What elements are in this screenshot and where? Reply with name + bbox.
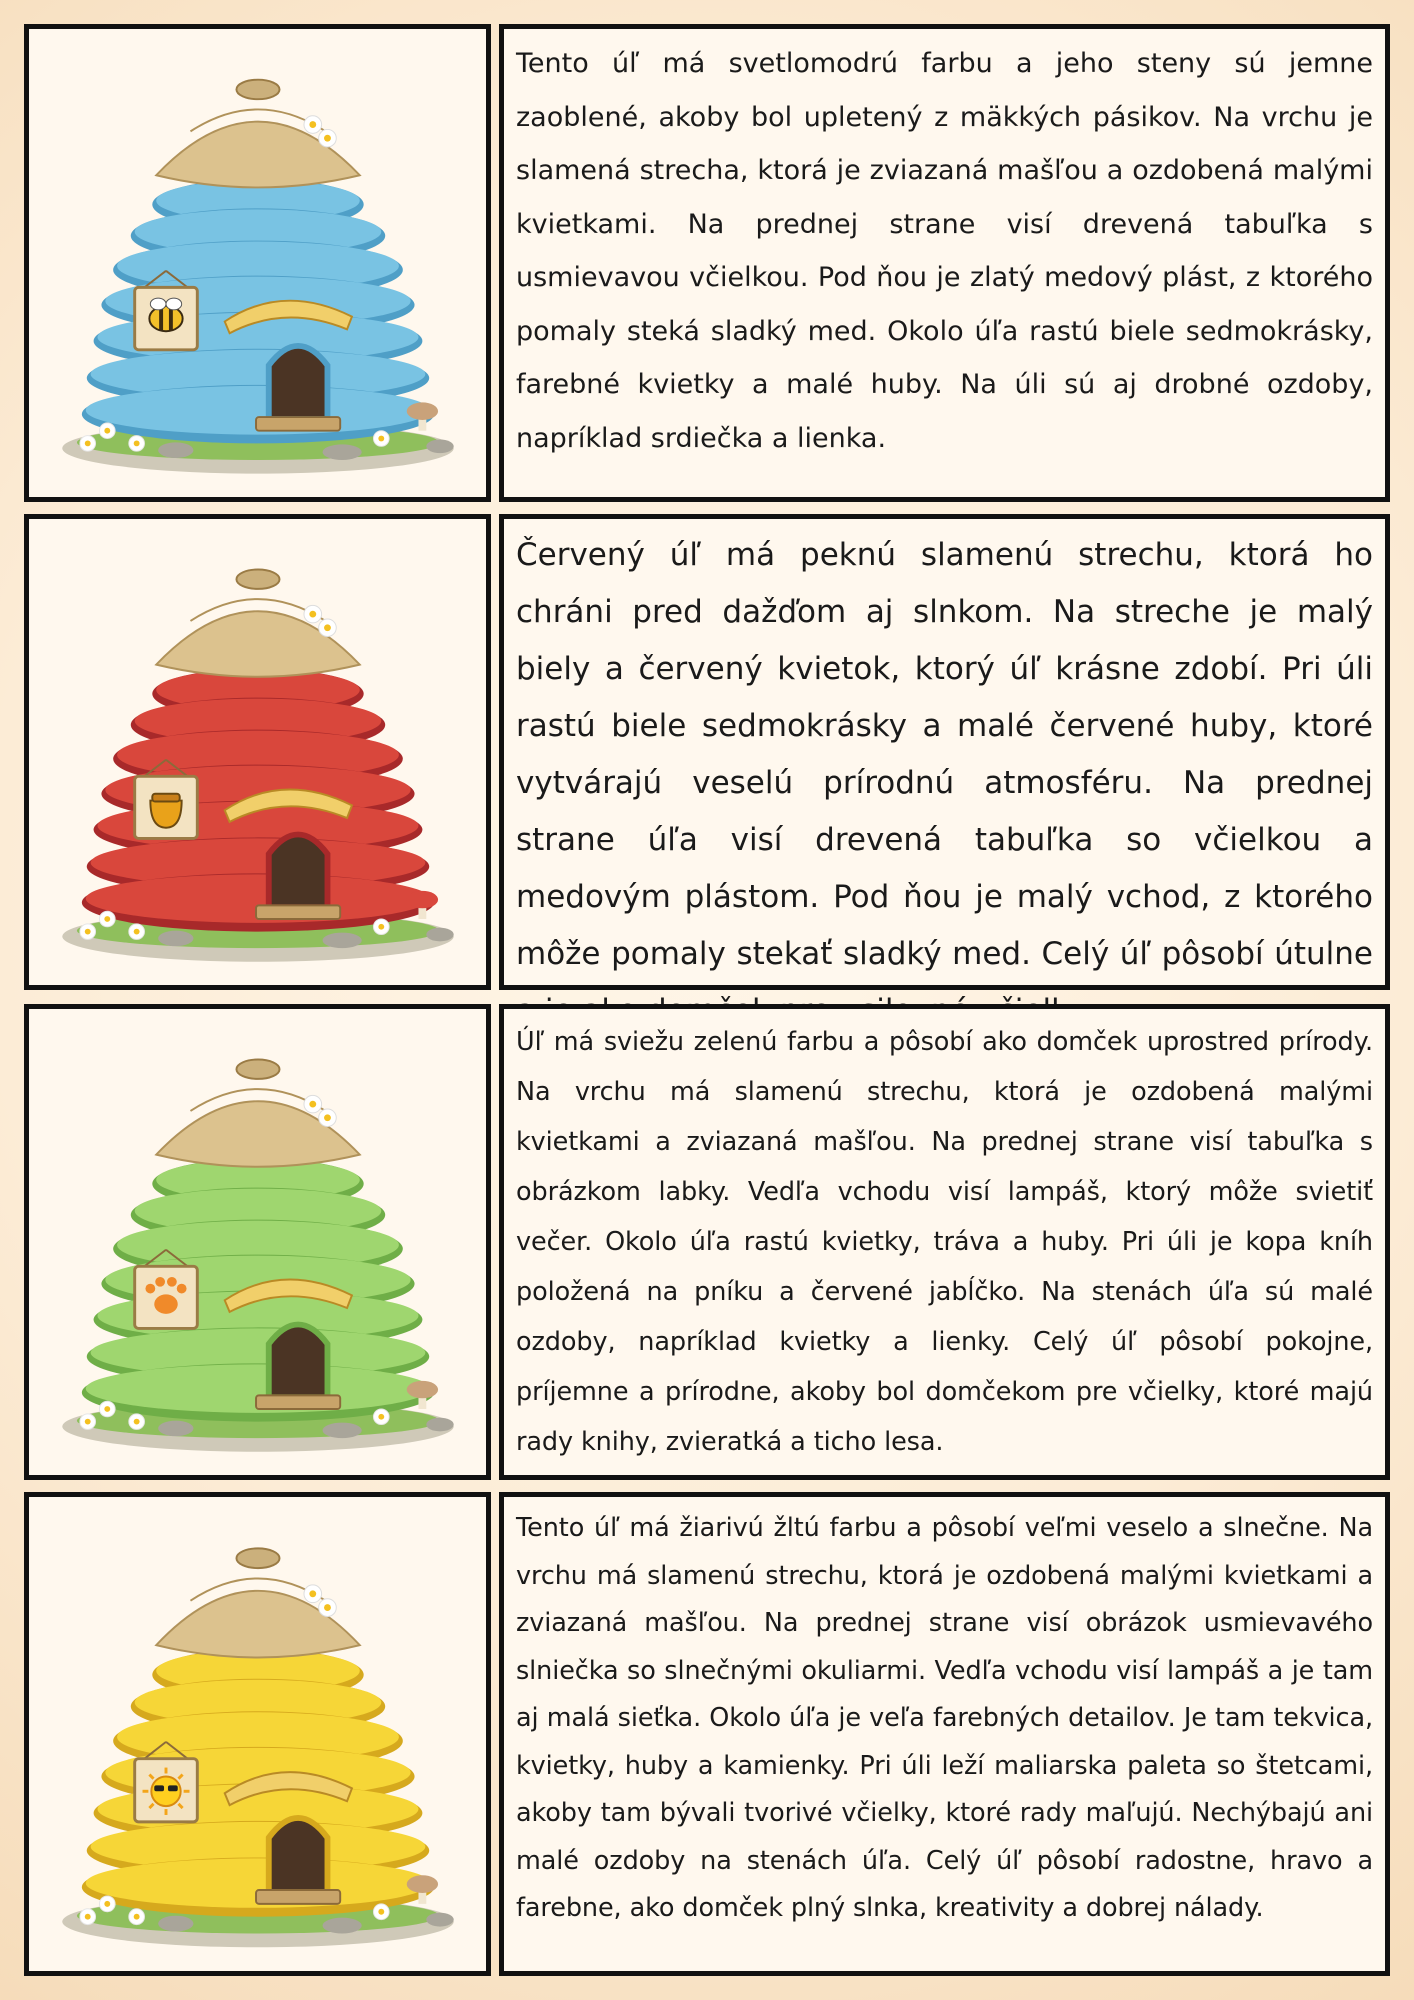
hive-description: Červený úľ má peknú slamenú strechu, ktorá ho chráni pred dažďom aj slnkom. Na streche je malý biely a červený kvietok, ktorý úľ krásne zdobí. Pri úli rastú biele sedmokrásky a malé červené huby, ktoré vytvárajú veselú prírodnú atmosféru. Na prednej strane úľa visí drevená tabuľka so včielkou a medovým plástom. Pod ňou je malý vchod, z ktorého môže pomaly stekať sladký med. Celý úľ pôsobí útulne (516, 537, 1373, 972)
beehive-illustration (29, 1497, 486, 1971)
hive-card-red (24, 514, 1390, 990)
hive-description: Úľ má sviežu zelenú farbu a pôsobí ako domček uprostred prírody. Na vrchu má slamenú strechu, ktorá je ozdobená malými kvietkami a zviazaná mašľou. Na prednej strane visí tabuľka s obrázkom labky. Vedľa vchodu visí lampáš, ktorý môže svietiť večer. Okolo úľa rastú kvietky, tráva a huby. Pri úli je kopa kníh položená na pníku a červené jabĺčko. Na stenách úľa sú malé ozdoby, napríklad kvietky a lienky. Celý úľ pôsobí pokojne, príjemne a prírodne, akoby bol domčekom pre včielky, ktoré majú rady knihy, zvieratká a ticho lesa. (516, 1027, 1373, 1457)
hive-card-green (24, 1004, 1390, 1480)
hive-image-yellow (24, 1492, 491, 1976)
hive-image-red (24, 514, 491, 990)
beehive-illustration (29, 1009, 486, 1475)
hive-image-blue (24, 24, 491, 502)
description-box (499, 1492, 1390, 1976)
hive-card-yellow (24, 1492, 1390, 1976)
hive-description: Tento úľ má svetlomodrú farbu a jeho steny sú jemne zaoblené, akoby bol upletený z mäkkých pásikov. Na vrchu je slamená strecha, ktorá je zviazaná mašľou a ozdobená malými kvietkami. Na prednej strane visí drevená tabuľka s usmievavou včielkou. Pod ňou je zlatý medový plást, z ktorého pomaly steká sladký med. Okolo úľa rastú biele sedmokrásky, farebné kvietky a malé huby. Na úli sú aj drobné ozdoby, napríklad srdiečka a lienka. (516, 48, 1373, 454)
hive-card-blue (24, 24, 1390, 502)
beehive-illustration (29, 519, 486, 985)
hive-description: Tento úľ má žiarivú žltú farbu a pôsobí veľmi veselo a slnečne. Na vrchu má slamenú strechu, ktorá je ozdobená malými kvietkami a zviazaná mašľou. Na prednej strane visí obrázok usmievavého slniečka so slnečnými okuliarmi. Vedľa vchodu visí lampáš a je tam aj malá sieťka. Okolo úľa je veľa farebných detailov. Je tam tekvica, kvietky, huby a kamienky. Pri úli leží maliarska paleta so štetcami, akoby tam bývali tvorivé včielky, ktoré rady maľujú. Nechýbajú ani malé ozdoby na stenách úľa. Celý úľ pôsobí radostne, hravo a farebne, ako domček plný slnka, kreativity a dobrej nálady. (516, 1513, 1373, 1923)
hive-image-green (24, 1004, 491, 1480)
description-box (499, 514, 1390, 990)
beehive-illustration (29, 29, 486, 497)
description-box (499, 24, 1390, 502)
description-box (499, 1004, 1390, 1480)
